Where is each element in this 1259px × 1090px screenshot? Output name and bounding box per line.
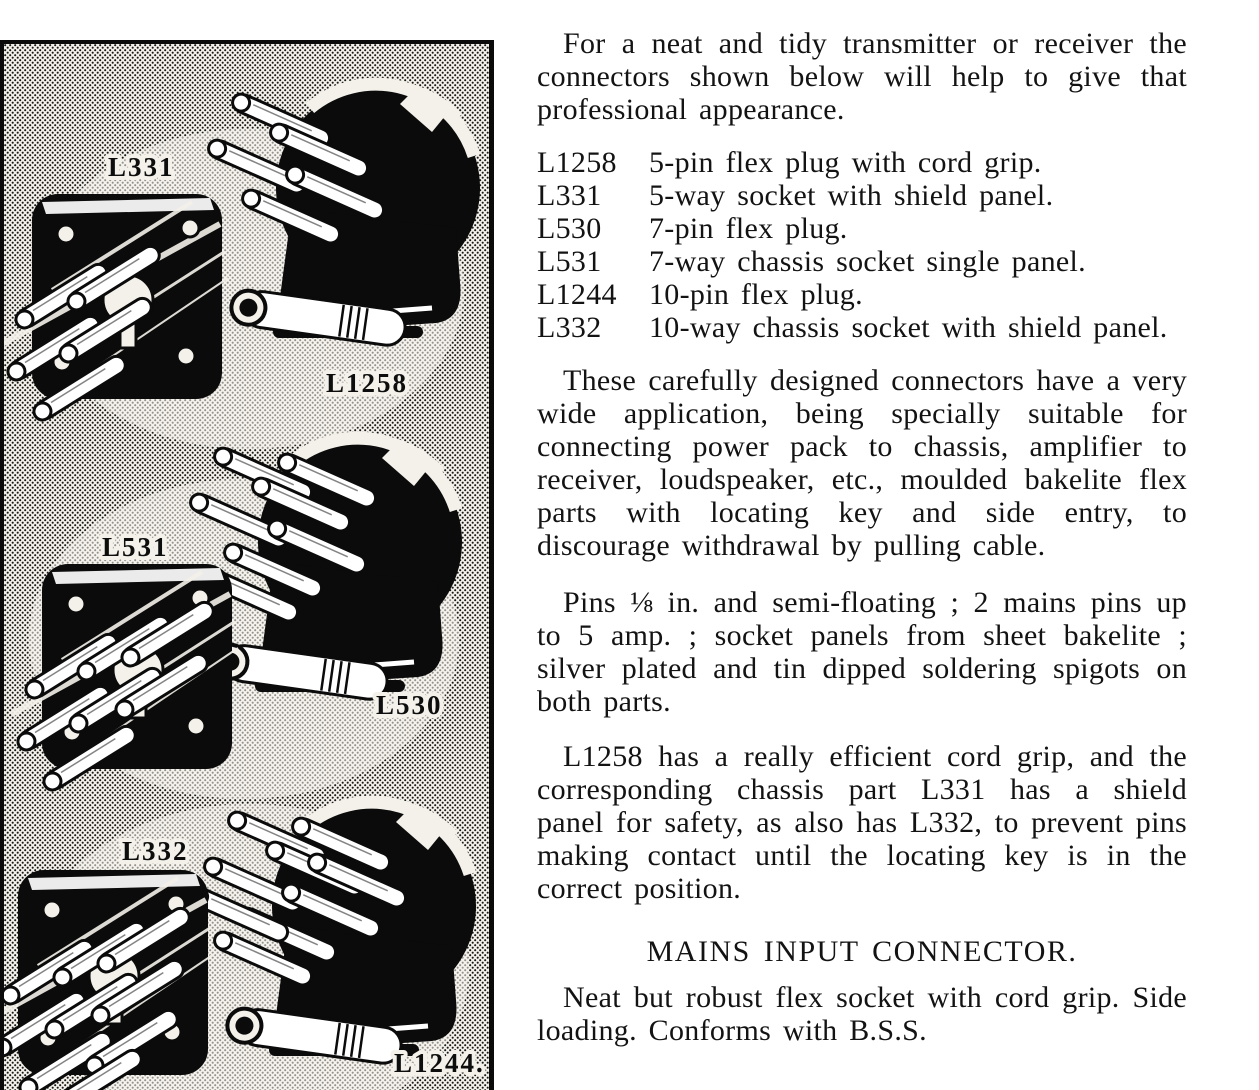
connector-engraving-panel [0, 40, 494, 1090]
figure-label-l1258: L1258 [326, 368, 409, 398]
product-row [537, 245, 1187, 278]
body-paragraph-applications: These carefully designed connectors have a very wide application, being specially suitable for connecting power pack to chassis, amplifier to receiver, loudspeaker, etc., moulded bakelite flex parts with locating key and side entry, to discourage withdrawal by pulling cable. [537, 364, 1187, 562]
figure-label-l530: L530 [376, 690, 443, 720]
section-heading-mains-input: MAINS INPUT CONNECTOR. [646, 935, 1078, 968]
product-description: 7-way chassis socket single panel. [649, 245, 1086, 278]
product-code: L530 [537, 212, 602, 245]
figure-label-l531: L531 [102, 532, 169, 562]
product-description: 10-pin flex plug. [649, 278, 863, 311]
product-row [537, 278, 1187, 311]
product-code: L331 [537, 179, 602, 212]
product-code: L332 [537, 311, 602, 344]
article-column [537, 27, 1187, 1047]
socket-l332-illustration [4, 870, 214, 1090]
closing-paragraph: Neat but robust flex socket with cord grip. Side loading. Conforms with B.S.S. [537, 981, 1187, 1047]
product-list [537, 146, 1187, 344]
product-description: 10-way chassis socket with shield panel. [649, 311, 1168, 344]
product-description: 5-way socket with shield panel. [649, 179, 1054, 212]
figure-label-l331: L331 [108, 152, 175, 182]
product-row [537, 179, 1187, 212]
figure-label-l1244: L1244. [394, 1048, 485, 1078]
product-code: L1244 [537, 278, 617, 311]
figure-label-l332: L332 [122, 836, 189, 866]
body-paragraph-specifications: Pins ⅛ in. and semi-floating ; 2 mains pins up to 5 amp. ; socket panels from sheet bakelite ; silver plated and tin dipped soldering spigots on both parts. [537, 586, 1187, 718]
body-paragraph-safety: L1258 has a really efficient cord grip, and the corresponding chassis part L331 has a shield panel for safety, as also has L332, to prevent pins making contact until the locating key is in the correct position. [537, 740, 1187, 905]
product-row [537, 311, 1187, 344]
connector-illustration [4, 44, 489, 1090]
product-description: 5-pin flex plug with cord grip. [649, 146, 1042, 179]
product-code: L1258 [537, 146, 617, 179]
product-row [537, 212, 1187, 245]
product-row [537, 146, 1187, 179]
product-description: 7-pin flex plug. [649, 212, 848, 245]
product-code: L531 [537, 245, 602, 278]
intro-paragraph: For a neat and tidy transmitter or receiver the connectors shown below will help to give that professional appearance. [537, 27, 1187, 126]
